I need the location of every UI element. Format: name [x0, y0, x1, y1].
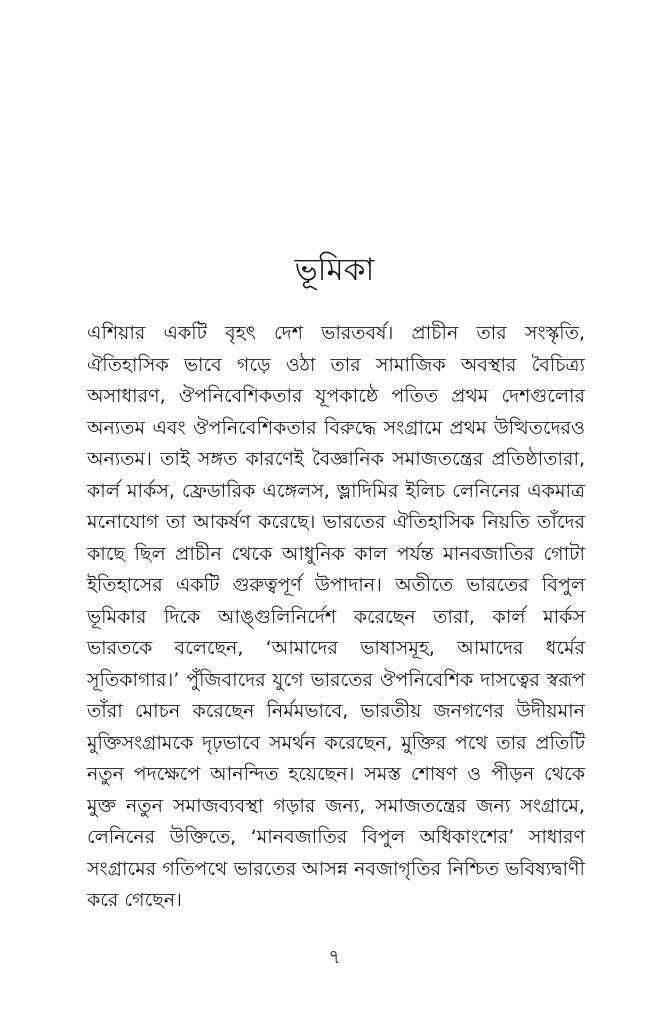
page-title: ভূমিকা	[294, 252, 375, 288]
body-paragraph: এশিয়ার একটি বৃহৎ দেশ ভারতবর্ষ। প্রাচীন তার সংস্কৃতি, ঐতিহাসিক ভাবে গড়ে ওঠা তার সামাজিক অবস্থার বৈচিত্র্য অসাধারণ, ঔপনিবেশিকতার যূপকাষ্ঠে পতিত প্রথম দেশগুলোর অন্যতম এবং ঔপনিবেশিকতার বিরুদ্ধে সংগ্রামে প্রথম উত্থিতদেরও অন্যতম। তাই সঙ্গত কারণেই বৈজ্ঞানিক সমাজতন্ত্রের প্রতিষ্ঠাতারা, কার্ল মার্কস, ফ্রেডারিক এঙ্গেলস, ভ্লাদিমির ইলিচ লেনিনের একমাত্র মনোযোগ তা আকর্ষণ করেছে। ভারতের ঐতিহাসিক নিয়তি তাঁদের কাছে ছিল প্রাচীন থেকে আধুনিক কাল পর্যন্ত মানবজাতির গোটা ইতিহাসের একটি গুরুত্বপূর্ণ উপাদান। অতীতে ভারতের বিপুল ভূমিকার দিকে আঙ্গুলিনির্দেশ করেছেন তারা, কার্ল মার্কস ভারতকে বলেছেন, ‘আমাদের ভাষাসমূহ, আমাদের ধর্মের সূতিকাগার।’ পুঁজিবাদের যুগে ভারতের ঔপনিবেশিক দাসত্বের স্বরূপ তাঁরা মোচন করেছেন নির্মমভাবে, ভারতীয় জনগণের উদীয়মান মুক্তিসংগ্রামকে দৃঢ়ভাবে সমর্থন করেছেন, মুক্তির পথে তার প্রতিটি নতুন পদক্ষেপে আনন্দিত হয়েছেন। সমস্ত শোষণ ও পীড়ন থেকে মুক্ত নতুন সমাজব্যবস্থা গড়ার জন্য, সমাজতন্ত্রের জন্য সংগ্রামে, লেনিনের উক্তিতে, ‘মানবজাতির বিপুল অধিকাংশের’ সাধারণ সংগ্রামের গতিপথে ভারতের আসন্ন নবজাগৃতির নিশ্চিত ভবিষ্যদ্বাণী করে গেছেন।	[87, 322, 585, 911]
page-number: ৭	[328, 946, 341, 968]
